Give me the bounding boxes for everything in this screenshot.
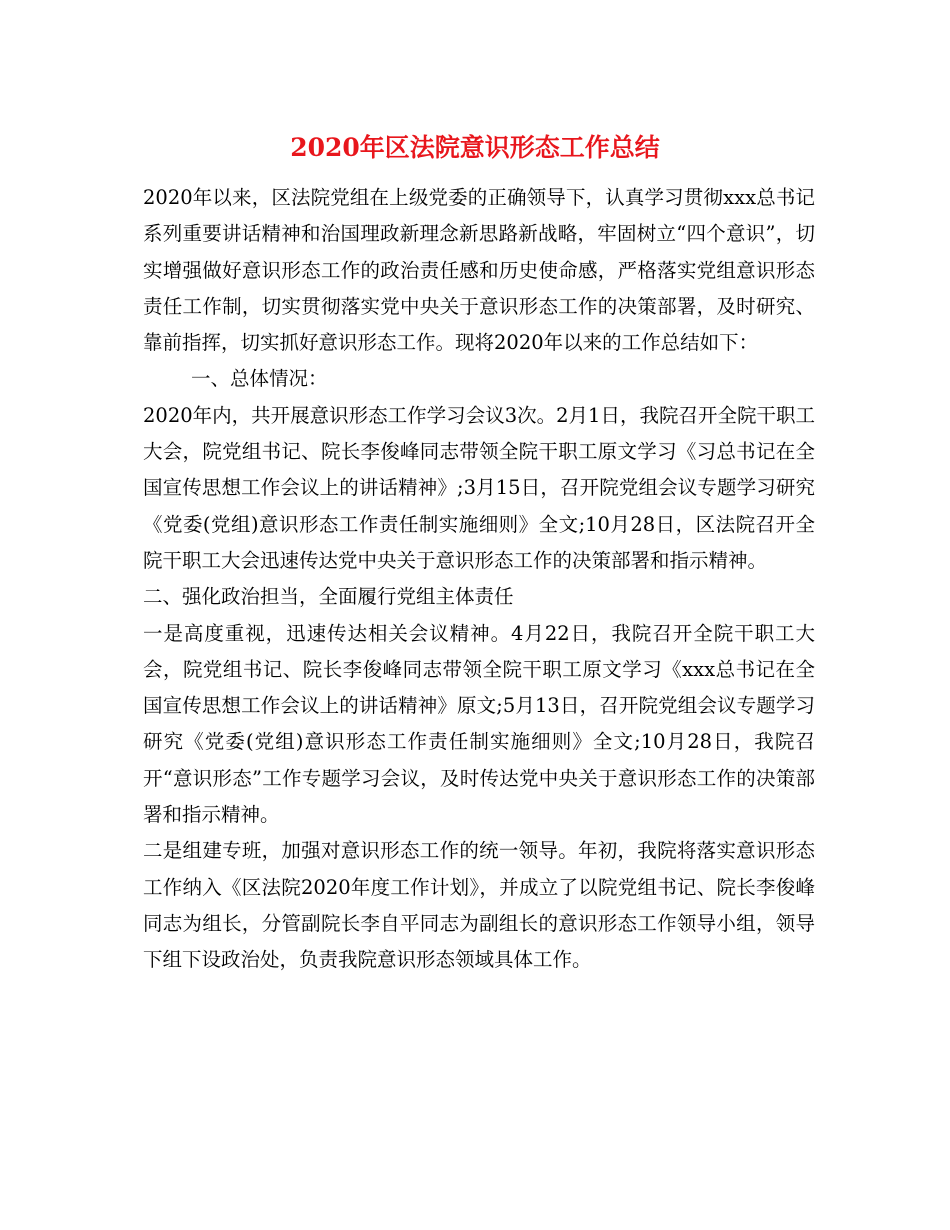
document-title: 2020年区法院意识形态工作总结 <box>290 133 660 162</box>
point-two-paragraph: 二是组建专班，加强对意识形态工作的统一领导。年初，我院将落实意识形态工作纳入《区法院2020年度工作计划》，并成立了以院党组书记、院长李俊峰同志为组长，分管副院长李自平同志为副组长的意识形态工作领导小组，领导下组下设政治处，负责我院意识形态领域具体工作。 <box>143 839 815 972</box>
point-one-paragraph: 一是高度重视，迅速传达相关会议精神。4月22日，我院召开全院干职工大会，院党组书记、院长李俊峰同志带领全院干职工原文学习《xxx总书记在全国宣传思想工作会议上的讲话精神》原文;5月13日，召开院党组会议专题学习研究《党委(党组)意识形态工作责任制实施细则》全文;10月28日，我院召开“意识形态”工作专题学习会议，及时传达党中央关于意识形态工作的决策部署和指示精神。 <box>143 621 815 827</box>
section-heading-overview: 一、总体情况： <box>191 367 328 391</box>
overview-paragraph: 2020年内，共开展意识形态工作学习会议3次。2月1日，我院召开全院干职工大会，院党组书记、院长李俊峰同志带领全院干职工原文学习《习总书记在全国宣传思想工作会议上的讲话精神》;3月15日，召开院党组会议专题学习研究《党委(党组)意识形态工作责任制实施细则》全文;10月28日，区法院召开全院干职工大会迅速传达党中央关于意识形态工作的决策部署和指示精神。 <box>143 403 815 572</box>
document-body <box>143 180 815 979</box>
section-heading-political-responsibility: 二、强化政治担当，全面履行党组主体责任 <box>143 585 514 609</box>
intro-paragraph: 2020年以来，区法院党组在上级党委的正确领导下，认真学习贯彻xxx总书记系列重要讲话精神和治国理政新理念新思路新战略，牢固树立“四个意识”，切实增强做好意识形态工作的政治责任感和历史使命感，严格落实党组意识形态责任工作制，切实贯彻落实党中央关于意识形态工作的决策部署，及时研究、靠前指挥，切实抓好意识形态工作。现将2020年以来的工作总结如下： <box>143 186 815 355</box>
